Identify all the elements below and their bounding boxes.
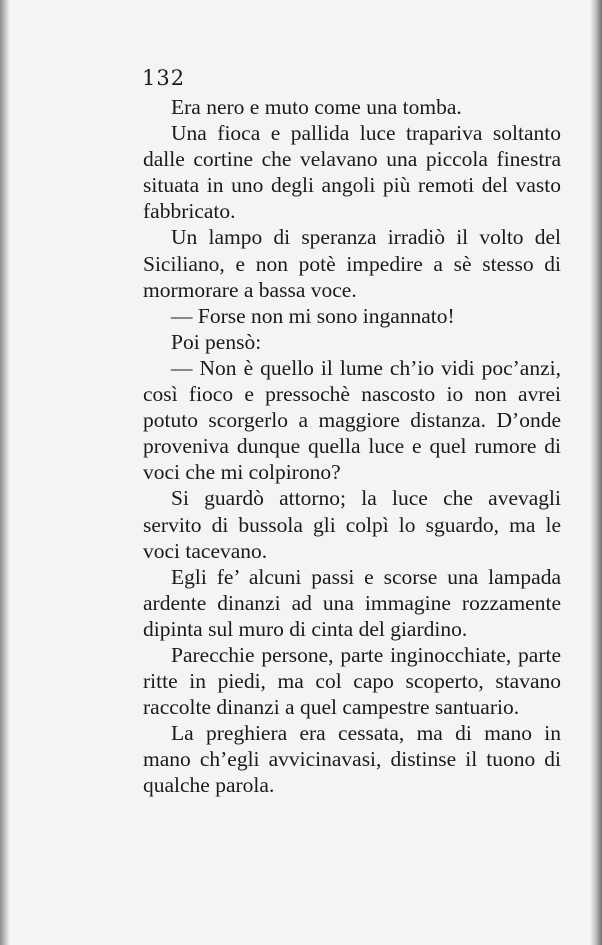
- paragraph-3: Un lampo di speranza irradiò il volto del Siciliano, e non potè impedire a sè stesso di mormorare a bassa voce.: [143, 225, 561, 302]
- paragraph-2: Una fioca e pallida luce trapariva soltanto dalle cortine che velavano una piccola finestra situata in uno degli angoli più remoti del vasto fabbricato.: [143, 121, 561, 224]
- paragraph-9: Parecchie persone, parte inginocchiate, parte ritte in piedi, ma col capo scoperto, stavano raccolte dinanzi a quel campestre santuario.: [143, 642, 561, 720]
- paragraph-8: Egli fe’ alcuni passi e scorse una lampada ardente dinanzi ad una immagine rozzamente dipinta sul muro di cinta del giardino.: [143, 564, 561, 641]
- paragraph-1: Era nero e muto come una tomba.: [171, 95, 462, 119]
- paragraph-10: La preghiera era cessata, ma di mano in mano ch’egli avvicinavasi, distinse il tuono di qualche parola.: [143, 721, 561, 798]
- paragraph-7: Si guardò attorno; la luce che avevagli servito di bussola gli colpì lo sguardo, ma le voci tacevano.: [143, 486, 561, 563]
- paragraph-4: — Forse non mi sono ingannato!: [171, 303, 455, 328]
- page-number: 132: [142, 66, 186, 90]
- page-left-edge-shadow: [0, 0, 10, 945]
- body-text: [143, 94, 561, 799]
- page-right-edge-shadow: [590, 0, 602, 945]
- paragraph-5: Poi pensò:: [171, 329, 262, 354]
- paragraph-6: — Non è quello il lume ch’io vidi poc’anzi, così fioco e pressochè nascosto io non avrei potuto scorgerlo a maggiore distanza. D’onde proveniva dunque quella luce e quel rumore di voci che mi colpirono?: [143, 355, 561, 485]
